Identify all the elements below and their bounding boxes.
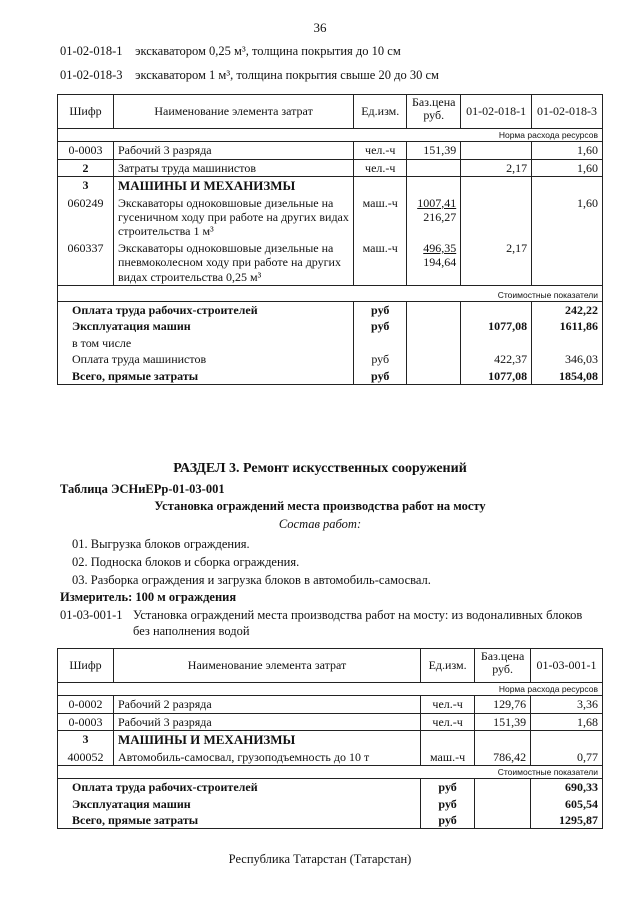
header-price: Баз.цена руб. <box>407 95 461 129</box>
cost-name: в том числе <box>58 335 354 351</box>
cost-label: Стоимостные показатели <box>58 285 603 301</box>
header-code: Шифр <box>58 95 114 129</box>
header-col2: 01-02-018-3 <box>532 95 603 129</box>
cost-row <box>58 779 603 796</box>
row-value-1: 0,77 <box>531 749 603 766</box>
cost-unit: руб <box>354 318 407 334</box>
header-unit: Ед.изм. <box>354 95 407 129</box>
norm-label: Норма расхода ресурсов <box>58 683 603 696</box>
row-name: Затраты труда машинистов <box>113 159 353 176</box>
row-code: 3 <box>58 730 114 748</box>
cost-value-1: 605,54 <box>531 796 603 812</box>
header-line-text: экскаватором 0,25 м³, толщина покрытия до 10 см <box>135 44 401 58</box>
cost-name: Оплата труда рабочих-строителей <box>58 302 354 319</box>
table-row <box>58 176 603 194</box>
row-price: 129,76 <box>475 696 531 713</box>
row-name: Экскаваторы одноковшовые дизельные на пневмоколесном ходу при работе на других видах строительства 0,25 м³ <box>113 240 353 286</box>
table-row <box>58 240 603 286</box>
row-code: 0-0002 <box>58 696 114 713</box>
work-item: 01. Выгрузка блоков ограждения. <box>72 537 250 551</box>
table-row <box>58 730 603 748</box>
row-value-1 <box>461 142 532 159</box>
row-code: 0-0003 <box>58 142 114 159</box>
row-value-1: 3,36 <box>531 696 603 713</box>
meter: Измеритель: 100 м ограждения <box>60 590 237 604</box>
row-name: Автомобиль-самосвал, грузоподъемность до 10 т <box>113 749 420 766</box>
row-value-2: 1,60 <box>532 142 603 159</box>
table-row <box>58 195 603 240</box>
cost-row <box>58 796 603 812</box>
cost-name: Эксплуатация машин <box>58 796 421 812</box>
row-unit: маш.-ч <box>354 195 407 240</box>
cost-value-1: 690,33 <box>531 779 603 796</box>
row-value-1: 1,68 <box>531 713 603 730</box>
header-unit: Ед.изм. <box>421 649 475 683</box>
resource-table-1 <box>57 94 603 385</box>
header-col1: 01-02-018-1 <box>461 95 532 129</box>
row-unit: чел.-ч <box>421 696 475 713</box>
row-name: Экскаваторы одноковшовые дизельные на гусеничном ходу при работе на других видах строительства 1 м³ <box>113 195 353 240</box>
row-price-main: 496,35 <box>423 240 457 255</box>
item-code: 01-03-001-1 <box>60 608 123 622</box>
cost-label: Стоимостные показатели <box>58 765 603 778</box>
header-line <box>60 44 401 59</box>
row-unit: маш.-ч <box>354 240 407 286</box>
cost-value-2: 346,03 <box>532 351 603 367</box>
table-row <box>58 713 603 730</box>
cost-value-1: 1295,87 <box>531 812 603 829</box>
row-price: 786,42 <box>475 749 531 766</box>
cost-value-1: 1077,08 <box>461 318 532 334</box>
table-row <box>58 159 603 176</box>
row-code: 0-0003 <box>58 713 114 730</box>
row-value-2 <box>532 240 603 286</box>
row-code: 060337 <box>58 240 114 286</box>
table-row <box>58 749 603 766</box>
item-text: без наполнения водой <box>133 624 250 638</box>
row-price <box>407 159 461 176</box>
cost-name: Оплата труда рабочих-строителей <box>58 779 421 796</box>
cost-value-1: 1077,08 <box>461 368 532 385</box>
cost-value-2: 242,22 <box>532 302 603 319</box>
row-price-sub: 216,27 <box>423 209 457 224</box>
row-value-1 <box>461 195 532 240</box>
resource-table-2 <box>57 648 603 829</box>
header-line-code: 01-02-018-3 <box>60 68 123 82</box>
row-name: Рабочий 3 разряда <box>113 142 353 159</box>
cost-value-1: 422,37 <box>461 351 532 367</box>
cost-unit: руб <box>421 796 475 812</box>
row-price <box>407 195 461 240</box>
row-code: 3 <box>58 176 114 194</box>
row-name: Рабочий 3 разряда <box>113 713 420 730</box>
row-value-2: 1,60 <box>532 195 603 240</box>
row-price: 151,39 <box>407 142 461 159</box>
cost-value-1 <box>461 302 532 319</box>
row-code: 2 <box>58 159 114 176</box>
row-value-2: 1,60 <box>532 159 603 176</box>
cost-row <box>58 302 603 319</box>
row-unit: чел.-ч <box>354 142 407 159</box>
cost-row <box>58 335 603 351</box>
item-text: Установка ограждений места производства работ на мосту: из водоналивных блоков <box>133 608 583 622</box>
composition-label: Состав работ: <box>278 517 362 531</box>
header-price: Баз.цена руб. <box>475 649 531 683</box>
cost-value-2: 1854,08 <box>532 368 603 385</box>
cost-unit: руб <box>354 351 407 367</box>
cost-value-2: 1611,86 <box>532 318 603 334</box>
cost-row <box>58 318 603 334</box>
row-price <box>407 240 461 286</box>
cost-row <box>58 368 603 385</box>
row-value-1: 2,17 <box>461 240 532 286</box>
row-price: 151,39 <box>475 713 531 730</box>
table-row <box>58 142 603 159</box>
cost-name: Эксплуатация машин <box>58 318 354 334</box>
table-row <box>58 696 603 713</box>
table-subtitle: Установка ограждений места производства работ на мосту <box>154 499 486 513</box>
page-footer: Республика Татарстан (Татарстан) <box>228 852 412 866</box>
cost-name: Оплата труда машинистов <box>58 351 354 367</box>
row-value-1: 2,17 <box>461 159 532 176</box>
cost-name: Всего, прямые затраты <box>58 812 421 829</box>
row-unit: маш.-ч <box>421 749 475 766</box>
header-line-text: экскаватором 1 м³, толщина покрытия свыше 20 до 30 см <box>135 68 439 82</box>
header-line <box>60 68 439 83</box>
table-name: Таблица ЭСНиЕРр-01-03-001 <box>60 482 225 496</box>
section-title: РАЗДЕЛ 3. Ремонт искусственных сооружений <box>173 461 467 476</box>
work-item: 02. Поднoска блоков и сборка ограждения. <box>72 555 300 569</box>
row-name: МАШИНЫ И МЕХАНИЗМЫ <box>113 176 353 194</box>
row-code: 060249 <box>58 195 114 240</box>
header-code: Шифр <box>58 649 114 683</box>
row-price-sub: 194,64 <box>423 255 457 270</box>
cost-row <box>58 812 603 829</box>
row-price-main: 1007,41 <box>417 195 457 210</box>
header-name: Наименование элемента затрат <box>113 95 353 129</box>
cost-unit: руб <box>354 302 407 319</box>
cost-unit: руб <box>354 368 407 385</box>
cost-name: Всего, прямые затраты <box>58 368 354 385</box>
row-name: Рабочий 2 разряда <box>113 696 420 713</box>
cost-unit: руб <box>421 779 475 796</box>
row-unit: чел.-ч <box>421 713 475 730</box>
header-line-code: 01-02-018-1 <box>60 44 123 58</box>
header-col1: 01-03-001-1 <box>531 649 603 683</box>
cost-unit: руб <box>421 812 475 829</box>
row-unit: чел.-ч <box>354 159 407 176</box>
norm-label: Норма расхода ресурсов <box>58 129 603 142</box>
row-code: 400052 <box>58 749 114 766</box>
row-name: МАШИНЫ И МЕХАНИЗМЫ <box>113 730 420 748</box>
work-item: 03. Разборка ограждения и загрузка блоков в автомобиль-самосвал. <box>72 573 431 587</box>
page-number: 36 <box>313 20 327 35</box>
header-name: Наименование элемента затрат <box>113 649 420 683</box>
cost-row <box>58 351 603 367</box>
